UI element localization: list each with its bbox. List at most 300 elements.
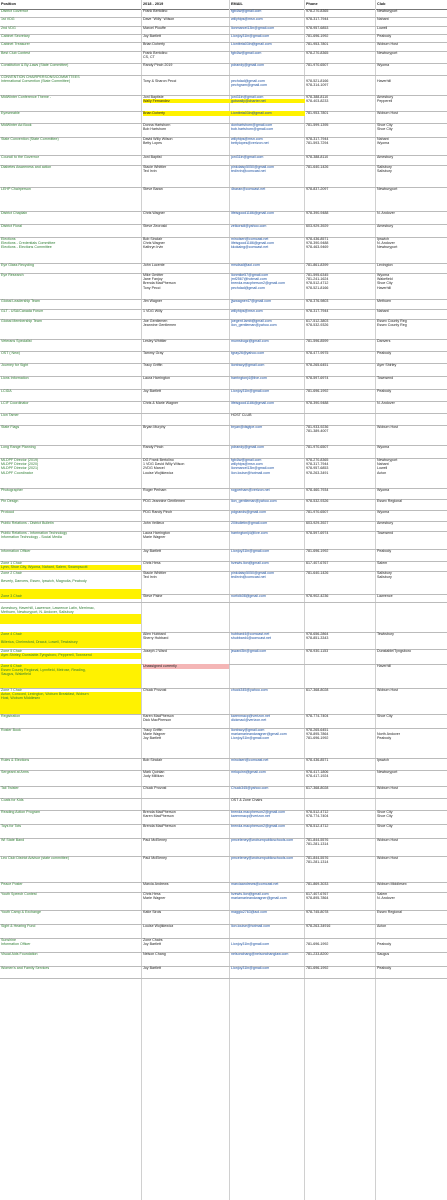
email-cell[interactable]: lion_gentleman@yahoo.com bbox=[231, 499, 277, 503]
name-cell: Louise Wojtkiewicz bbox=[143, 924, 174, 928]
name-cell: Frank Bertolino bbox=[143, 9, 168, 13]
position-cell: Eye Glass Recycling bbox=[1, 263, 34, 267]
phone-cell: 978-512-4712 bbox=[306, 281, 329, 286]
email-cell[interactable]: jsward3ln@gmail.com bbox=[231, 649, 267, 653]
email-cell[interactable]: fgb4lw@gmail.com bbox=[231, 51, 262, 55]
email-cell[interactable]: joegent.lamb@gmail.com bbox=[231, 319, 272, 323]
club-cell: Wyoma bbox=[377, 63, 390, 67]
phone-cell: 617-407-6767 bbox=[306, 892, 329, 896]
position-cell: MLDPF Director (2020) bbox=[1, 462, 39, 467]
phone-cell: 978-317-7944 bbox=[306, 17, 329, 21]
name-cell: Steve Baran bbox=[143, 187, 163, 191]
position-cell: Amesbury, Haverhill, Lawrence, Lawrence Latin, Merrimac, bbox=[1, 606, 95, 611]
email-cell[interactable]: karenmacp@verizon.net bbox=[231, 814, 271, 819]
email-cell[interactable]: jmf2567@hotmail.com bbox=[231, 277, 267, 282]
name-cell: Dick MacPherson bbox=[143, 718, 172, 723]
club-cell: N. Andover bbox=[377, 896, 395, 901]
phone-cell: 978-521-8166 bbox=[306, 79, 329, 84]
name-cell: Randy Pinch bbox=[143, 445, 164, 449]
email-cell[interactable]: tgray26@yahoo.com bbox=[231, 351, 265, 355]
position-cell: Information Officer bbox=[1, 942, 31, 947]
name-cell: Unassigned currently bbox=[143, 664, 177, 668]
name-cell: Joy Bartlett bbox=[143, 966, 161, 970]
phone-cell: 781-953-7801 bbox=[306, 42, 329, 46]
position-cell: Zone 5 Chair bbox=[1, 649, 22, 653]
email-cell[interactable]: rogperham@verizon.net bbox=[231, 488, 270, 492]
email-cell[interactable]: bryan@dsgtpe.com bbox=[231, 425, 263, 429]
phone-cell: 781-970-6507 bbox=[306, 510, 329, 514]
club-cell: Nahant bbox=[377, 137, 389, 141]
email-cell[interactable]: jjwwagner47@gmail.com bbox=[231, 299, 271, 303]
email-cell[interactable]: nelsonchang@nelsonchanglaw.com bbox=[231, 952, 289, 956]
name-cell: Roger Perham bbox=[143, 488, 167, 492]
name-cell: Bob Hartshorn bbox=[143, 127, 167, 132]
name-cell: Karen MacPherson bbox=[143, 814, 174, 819]
club-cell: Peabody bbox=[377, 942, 392, 947]
email-cell[interactable]: minoiseri@comcast.net bbox=[231, 758, 269, 762]
email-cell[interactable]: mariamarieandwagner@gmail.com bbox=[231, 896, 287, 901]
phone-cell: 978-895-7864 bbox=[306, 732, 329, 737]
name-cell: Tracy Griffin bbox=[143, 728, 163, 732]
table-row bbox=[0, 123, 447, 138]
position-cell: Beverly, Danvers, Essex, Ipswich, Magnolia, Peabody bbox=[1, 579, 87, 584]
phone-cell: 781-696-1992 bbox=[306, 34, 329, 38]
phone-cell: 781-696-1992 bbox=[306, 942, 329, 947]
email-cell[interactable]: lion.louise@hotmail.com bbox=[231, 470, 271, 475]
club-cell: Essex Regional bbox=[377, 910, 402, 914]
club-cell: Danvers bbox=[377, 339, 391, 343]
phone-cell: 781-281-1314 bbox=[306, 860, 329, 865]
email-cell[interactable]: maggio2763@aol.com bbox=[231, 910, 268, 914]
email-cell[interactable]: fgb4lw@gmail.com bbox=[231, 9, 262, 13]
email-cell[interactable]: willyhips@msn.com bbox=[231, 137, 263, 141]
club-cell: Woburn Host bbox=[377, 111, 398, 115]
phone-cell: 978-390-9488 bbox=[306, 401, 329, 405]
name-cell: Dave "Willy" Wilson bbox=[143, 17, 175, 21]
email-cell[interactable]: marciaandrews@comcast.net bbox=[231, 882, 279, 886]
email-cell[interactable]: lionmarcel13ln@gmail.com bbox=[231, 466, 275, 471]
phone-cell: 617-368-8028 bbox=[306, 786, 329, 790]
club-cell: Wyoma bbox=[377, 488, 390, 492]
email-cell[interactable]: willyhips@msn.com bbox=[231, 17, 263, 21]
phone-cell: 978-930-1153 bbox=[306, 649, 329, 653]
email-cell[interactable]: lion.louise@hotmail.com bbox=[231, 924, 271, 928]
club-cell: Peabody bbox=[377, 736, 392, 741]
email-cell[interactable]: hzewis.lion@gmail.com bbox=[231, 561, 269, 565]
email-cell[interactable]: mrkquinn@gmail.com bbox=[231, 770, 266, 774]
phone-cell: 978-317-7944 bbox=[306, 309, 329, 313]
email-cell[interactable]: liontracy@gmail.com bbox=[231, 363, 265, 367]
position-cell: Sunshine bbox=[1, 938, 16, 942]
club-cell: Woburn Host bbox=[377, 786, 398, 790]
phone-cell: 978-521-8166 bbox=[306, 285, 329, 290]
position-cell: Leo Club District Advisor (state committee) bbox=[1, 856, 69, 860]
club-cell: Newburyport bbox=[377, 245, 398, 250]
phone-cell: 781-640-1426 bbox=[306, 165, 329, 169]
email-cell[interactable]: lifeisgood1186@gmail.com bbox=[231, 241, 274, 246]
club-cell: Lowell bbox=[377, 26, 388, 30]
phone-cell: 978-265-6451 bbox=[306, 363, 329, 367]
email-cell: OST & Zone Chairs bbox=[231, 798, 263, 802]
phone-cell: 978-957-6853 bbox=[306, 26, 329, 30]
club-cell: Saugus bbox=[377, 952, 390, 956]
position-cell: Cabinet Secretary bbox=[1, 34, 30, 38]
table-row bbox=[0, 966, 447, 979]
position-cell: Zone 7 Chair bbox=[1, 688, 22, 692]
name-cell: Steve Zeoroski bbox=[143, 224, 167, 228]
phone-cell: 978-314-1097 bbox=[306, 83, 329, 88]
email-cell[interactable]: 20ibulletin@gmail.com bbox=[231, 521, 268, 525]
email-cell[interactable]: pechdad@gmail.com bbox=[231, 285, 265, 290]
email-cell[interactable]: Liontbria03ln@gmail.com bbox=[231, 42, 272, 46]
email-cell[interactable]: norfolk08@gmail.com bbox=[231, 594, 266, 598]
phone-cell: 978-902-4236 bbox=[306, 594, 329, 598]
club-cell: Newburyport bbox=[377, 458, 398, 462]
position-cell: LCIF Coordinator bbox=[1, 401, 29, 405]
club-cell: Haverhill bbox=[377, 79, 391, 84]
club-cell: Peabody bbox=[377, 351, 392, 355]
phone-cell: 781-281-1314 bbox=[306, 842, 329, 847]
table-row bbox=[0, 137, 447, 156]
position-cell: District Governor bbox=[1, 9, 28, 13]
email-cell[interactable]: Lionjoy31ln@gmail.com bbox=[231, 942, 270, 947]
club-cell: North Andover bbox=[377, 732, 400, 737]
name-cell: Brenda MacPherson bbox=[143, 824, 176, 828]
club-cell: Nahant bbox=[377, 17, 389, 21]
name-cell: Marie Wagner bbox=[143, 896, 166, 901]
phone-cell: 978-263-3491 bbox=[306, 470, 329, 475]
club-cell: Amesbury bbox=[377, 521, 394, 525]
position-cell: Diabetes Awareness and action bbox=[1, 165, 52, 169]
email-cell[interactable]: bettylopes@verizon.net bbox=[231, 141, 269, 146]
email-cell[interactable]: hubbard4@comcast.net bbox=[231, 632, 270, 636]
table-row bbox=[0, 224, 447, 238]
email-cell[interactable]: Chuck345@yahoo.com bbox=[231, 786, 269, 790]
club-cell: Woburn Host bbox=[377, 42, 398, 46]
name-cell: Chris Wagner bbox=[143, 211, 165, 215]
name-cell: Frank Bertolino bbox=[143, 51, 168, 55]
club-cell: Newburyport bbox=[377, 187, 398, 191]
email-cell[interactable]: pdrandy@gmail.com bbox=[231, 63, 265, 67]
phone-cell: 978-388-8110 bbox=[306, 95, 329, 99]
phone-cell: 781-640-1426 bbox=[306, 571, 329, 575]
table-row bbox=[0, 458, 447, 489]
position-cell: Saugus, Wakefield bbox=[1, 672, 31, 677]
name-cell: PDG Randy Pinch bbox=[143, 510, 173, 514]
table-row bbox=[0, 664, 447, 689]
email-cell[interactable]: lion_gentleman@yahoo.com bbox=[231, 323, 277, 328]
club-cell: Wyoma bbox=[377, 445, 390, 449]
table-row bbox=[0, 363, 447, 377]
position-cell: Global Membership Team bbox=[1, 319, 42, 323]
club-cell: Ipswich bbox=[377, 237, 389, 241]
position-cell: Zone 4 Chair bbox=[1, 632, 22, 636]
table-row bbox=[0, 952, 447, 967]
name-cell: Marie Wagner bbox=[143, 535, 166, 540]
club-cell: Essex County Reg bbox=[377, 319, 407, 323]
email-cell[interactable]: hzewis.lion@gmail.com bbox=[231, 892, 269, 896]
club-cell: Wyoma bbox=[377, 273, 390, 277]
club-cell: Woburn Host bbox=[377, 688, 398, 692]
position-cell: CONVENTION CHAIRPERSONS/COMMITTEES bbox=[1, 75, 80, 79]
phone-cell: 978-512-4712 bbox=[306, 810, 329, 814]
phone-cell: 781-696-1992 bbox=[306, 736, 329, 741]
email-cell[interactable]: tedirvin@comcast.net bbox=[231, 575, 266, 580]
email-cell[interactable]: kkokaing@comcast.net bbox=[231, 245, 269, 250]
club-cell: Amesbury bbox=[377, 95, 394, 99]
table-row bbox=[0, 602, 447, 633]
email-cell[interactable]: brenda.macpherson2@gmail.com bbox=[231, 281, 285, 286]
club-cell: N. Andover bbox=[377, 241, 395, 246]
name-cell: Marcia Andrews bbox=[143, 882, 169, 886]
name-cell: Randy Pinch 2019 bbox=[143, 63, 173, 67]
club-cell: Ipswich bbox=[377, 758, 389, 762]
position-cell: Peace Poster bbox=[1, 882, 23, 886]
email-cell[interactable]: minoiseri@comcast.net bbox=[231, 237, 269, 241]
club-cell: Woburn Host bbox=[377, 856, 398, 860]
phone-cell: 603-929-3929 bbox=[306, 224, 329, 228]
email-cell[interactable]: lionmarcel13ln@gmail.com bbox=[231, 26, 275, 30]
position-cell: Lions Information bbox=[1, 376, 29, 380]
name-cell: Louise Wojtkiewicz bbox=[143, 470, 174, 475]
club-cell: Shoe City bbox=[377, 814, 393, 819]
table-row bbox=[0, 273, 447, 300]
club-cell: Newburyport bbox=[377, 51, 398, 55]
email-cell[interactable]: Lionjoy31ln@gmail.com bbox=[231, 966, 270, 970]
club-cell: N. Andover bbox=[377, 401, 395, 405]
name-cell: Joni Baptiste bbox=[143, 95, 164, 99]
position-cell: Women's and Family Services bbox=[1, 966, 50, 970]
name-cell: Sherry Hubbard bbox=[143, 636, 169, 641]
email-cell[interactable]: joni31ln@gmail.com bbox=[231, 155, 264, 159]
phone-cell: 978-774-7404 bbox=[306, 714, 329, 718]
club-cell: Peabody bbox=[377, 389, 392, 393]
table-row bbox=[0, 531, 447, 550]
email-cell[interactable]: Lionjoy31ln@gmail.com bbox=[231, 736, 270, 741]
club-cell: Salisbury bbox=[377, 575, 392, 580]
email-cell[interactable]: joni31ln@gmail.com bbox=[231, 95, 264, 99]
phone-cell: 978-270-8365 bbox=[306, 51, 329, 55]
phone-cell: 617-512-3803 bbox=[306, 319, 329, 323]
position-cell: LCIDA bbox=[1, 389, 12, 393]
email-cell[interactable]: fgb4lw@gmail.com bbox=[231, 458, 262, 462]
club-cell: Peabody bbox=[377, 34, 392, 38]
position-cell: Protocol bbox=[1, 510, 15, 514]
email-cell[interactable]: mariamarieandwagner@gmail.com bbox=[231, 732, 287, 737]
club-cell: Methuen bbox=[377, 299, 391, 303]
position-cell: Elections - Elections Committee bbox=[1, 245, 52, 250]
name-cell: Nelson Chang bbox=[143, 952, 166, 956]
email-cell[interactable]: 4baran@comcast.net bbox=[231, 187, 266, 191]
position-cell: State Convention (State Committee) bbox=[1, 137, 59, 141]
phone-cell: 781-696-1992 bbox=[306, 389, 329, 393]
position-cell: GLT - USA/Canada Forum bbox=[1, 309, 44, 313]
position-cell: Youth Camp & Exchange bbox=[1, 910, 42, 914]
phone-cell: 978-417-1806 bbox=[306, 770, 329, 774]
phone-cell: 781-970-6507 bbox=[306, 445, 329, 449]
email-cell[interactable]: gobwally@charter.net bbox=[231, 99, 266, 104]
table-row bbox=[0, 211, 447, 225]
club-cell: Haverhill bbox=[377, 664, 391, 668]
phone-cell: 978-745-8078 bbox=[306, 910, 329, 914]
table-row bbox=[0, 237, 447, 264]
email-cell[interactable]: willyhips@msn.com bbox=[231, 462, 263, 467]
email-cell[interactable]: mumsbugz@gmail.com bbox=[231, 339, 269, 343]
position-cell: Acton, Concord, Lexington, Woburn Breakfast, Woburn bbox=[1, 692, 89, 697]
club-cell: Shoe City bbox=[377, 281, 393, 286]
name-cell: Bob Sinclair bbox=[143, 758, 163, 762]
email-cell[interactable]: Lionjoy31ln@gmail.com bbox=[231, 389, 270, 393]
phone-cell: 781-844-5576 bbox=[306, 838, 329, 842]
phone-cell: 781-933-9236 bbox=[306, 425, 329, 429]
phone-cell: 978-390-9488 bbox=[306, 211, 329, 215]
position-cell: MLDPF Director (2019) bbox=[1, 458, 39, 462]
email-cell[interactable]: bob.hartshorn@gmail.com bbox=[231, 127, 274, 132]
name-cell: DG Frank Bertolino bbox=[143, 458, 174, 462]
club-cell: Newburyport bbox=[377, 770, 398, 774]
club-cell: Shoe City bbox=[377, 714, 393, 718]
name-cell: Marie Wagner bbox=[143, 732, 166, 737]
position-cell: Cabinet Treasurer bbox=[1, 42, 30, 46]
email-cell[interactable]: harringtonlj4@live.com bbox=[231, 531, 268, 535]
header-email: EMAIL bbox=[231, 2, 243, 6]
phone-cell: 978-597-6974 bbox=[306, 376, 329, 380]
position-cell: Veterans Specialist bbox=[1, 339, 32, 343]
phone-cell: 781-233-8200 bbox=[306, 952, 329, 956]
position-cell: OST ( New) bbox=[1, 351, 20, 355]
club-cell: Dunstable/Tyngsboro bbox=[377, 649, 411, 653]
table-row bbox=[0, 824, 447, 839]
phone-cell: 781-696-1992 bbox=[306, 549, 329, 553]
name-cell: Chris & Marie Wagner bbox=[143, 401, 179, 405]
email-cell[interactable]: karenmacp@verizon.net bbox=[231, 714, 271, 718]
position-cell: Host, Woburn Middlesex bbox=[1, 696, 41, 701]
email-cell[interactable]: harringtonj4@live.com bbox=[231, 376, 267, 380]
name-cell: Joni Baptist bbox=[143, 155, 162, 159]
table-row bbox=[0, 728, 447, 759]
phone-cell: 978-270-8365 bbox=[306, 458, 329, 462]
phone-cell: 781-844-5576 bbox=[306, 856, 329, 860]
email-cell[interactable]: shubbard4@comcast.net bbox=[231, 636, 272, 641]
club-cell: N. Andover bbox=[377, 211, 395, 215]
email-cell[interactable]: pmceleney@woburnpublicschools.com bbox=[231, 838, 294, 842]
phone-cell: 978-376-9803 bbox=[306, 299, 329, 303]
position-cell: MidWinter Conference Theme - bbox=[1, 95, 52, 99]
email-cell[interactable]: lionmike57@gmail.com bbox=[231, 273, 269, 277]
phone-cell: 978-895-7864 bbox=[306, 896, 329, 901]
email-cell[interactable]: brenda.macpherson2@gmail.com bbox=[231, 824, 285, 828]
club-cell: Wyoma bbox=[377, 141, 390, 146]
name-cell: John Lucente bbox=[143, 263, 165, 267]
email-cell[interactable]: donhartshorn@gmail.com bbox=[231, 123, 273, 127]
phone-cell: 781-595-6345 bbox=[306, 273, 329, 277]
email-cell[interactable]: pinkdaisy5050@gmail.com bbox=[231, 571, 275, 575]
name-cell: Paul McEleney bbox=[143, 838, 167, 842]
phone-cell: 978-463-9469 bbox=[306, 245, 329, 250]
table-row bbox=[0, 910, 447, 925]
phone-cell: 781-389-4007 bbox=[306, 429, 329, 434]
position-cell: 2nd VDG bbox=[1, 26, 16, 30]
table-row bbox=[0, 688, 447, 715]
email-cell[interactable]: Lionjoy31ln@gmail.com bbox=[231, 34, 270, 38]
name-cell: Jane Fanjoy bbox=[143, 277, 163, 282]
email-cell[interactable]: Liontbria03ln@gmail.com bbox=[231, 111, 272, 115]
name-cell: Stacie Whittier bbox=[143, 165, 167, 169]
email-cell[interactable]: lifeisgood1186@gmail.com bbox=[231, 211, 274, 215]
email-cell[interactable]: pechgram@gmail.com bbox=[231, 83, 268, 88]
name-cell: Ted Irvin bbox=[143, 169, 157, 174]
name-cell: Laura Harrington bbox=[143, 531, 170, 535]
phone-cell: 978-532-9326 bbox=[306, 323, 329, 328]
position-cell: MidWinter Ad Book bbox=[1, 123, 32, 127]
name-cell: Jim Wagner bbox=[143, 299, 163, 303]
name-cell: Brian Doherty bbox=[143, 42, 165, 46]
email-cell[interactable]: chuck345@yahoo.com bbox=[231, 688, 268, 692]
name-cell: Chuck Provost bbox=[143, 786, 167, 790]
position-cell: Zone 3 Chair bbox=[1, 594, 22, 598]
club-cell: Woburn Host bbox=[377, 425, 398, 429]
email-cell[interactable]: pinkdaisy5050@gmail.com bbox=[231, 165, 275, 169]
position-cell: Lynn, Shoe City, Wyoma, Nahant, Salem, Swampscott bbox=[1, 565, 88, 570]
email-cell[interactable]: pechdad@gmail.com bbox=[231, 79, 265, 84]
email-cell[interactable]: pmceleney@woburnpublicschools.com bbox=[231, 856, 294, 860]
phone-cell: 978-388-8110 bbox=[306, 155, 329, 159]
highlight bbox=[0, 614, 141, 624]
name-cell: Allen Hubbard bbox=[143, 632, 166, 636]
name-cell: Tony Pecci bbox=[143, 285, 161, 290]
email-cell[interactable]: mrsdsal@aol.com bbox=[231, 263, 260, 267]
position-cell: Information Technology - Social Media bbox=[1, 535, 62, 540]
position-cell: Elections bbox=[1, 237, 16, 241]
name-cell: Mark Quinlan bbox=[143, 770, 165, 774]
phone-cell: 781-696-1992 bbox=[306, 966, 329, 970]
email-cell[interactable]: liontracy@gmail.com bbox=[231, 728, 265, 732]
email-cell[interactable]: brenda.macpherson2@gmail.com bbox=[231, 810, 285, 814]
phone-cell: 603-929-3927 bbox=[306, 521, 329, 525]
position-cell: Rules & Elections bbox=[1, 758, 30, 762]
email-cell[interactable]: willyhips@msn.com bbox=[231, 309, 263, 313]
position-cell: Elections - Credentials Committee bbox=[1, 241, 56, 246]
table-row bbox=[0, 425, 447, 446]
position-cell: Reading Action Program bbox=[1, 810, 40, 814]
table-row bbox=[0, 892, 447, 911]
email-cell[interactable]: lifeisgood1186@gmail.com bbox=[231, 401, 274, 405]
email-cell[interactable]: zeikorsdi@yahoo.com bbox=[231, 224, 267, 228]
name-cell: Tony & Sharon Pecci bbox=[143, 79, 177, 84]
name-cell: Betty Lopes bbox=[143, 141, 162, 146]
phone-cell: 781-596-8599 bbox=[306, 339, 329, 343]
position-cell: Information Officer bbox=[1, 549, 31, 553]
position-cell: District Chaplain bbox=[1, 211, 28, 215]
table-row bbox=[0, 376, 447, 390]
club-cell: Shoe City bbox=[377, 824, 393, 828]
position-cell: 1st VDG bbox=[1, 17, 15, 21]
club-cell: Wakefield bbox=[377, 277, 393, 282]
club-cell: Shoe City bbox=[377, 123, 393, 127]
email-cell[interactable]: pdgrands@gmail.com bbox=[231, 510, 267, 514]
table-row bbox=[0, 75, 447, 96]
email-cell[interactable]: pdrandy@gmail.com bbox=[231, 445, 265, 449]
email-cell[interactable]: Lionjoy31ln@gmail.com bbox=[231, 549, 270, 553]
name-cell: Zone Chairs bbox=[143, 938, 163, 942]
email-cell[interactable]: tedirvin@comcast.net bbox=[231, 169, 266, 174]
position-cell: Lion Tamer bbox=[1, 413, 19, 417]
position-cell: Long Range Planning bbox=[1, 445, 36, 449]
email-cell[interactable]: dickmacl@verizon.net bbox=[231, 718, 267, 723]
name-cell: Chris Wagner bbox=[143, 241, 165, 246]
phone-cell: 978-512-4712 bbox=[306, 824, 329, 828]
position-cell: Constitution & By-Laws (State Committee) bbox=[1, 63, 69, 67]
